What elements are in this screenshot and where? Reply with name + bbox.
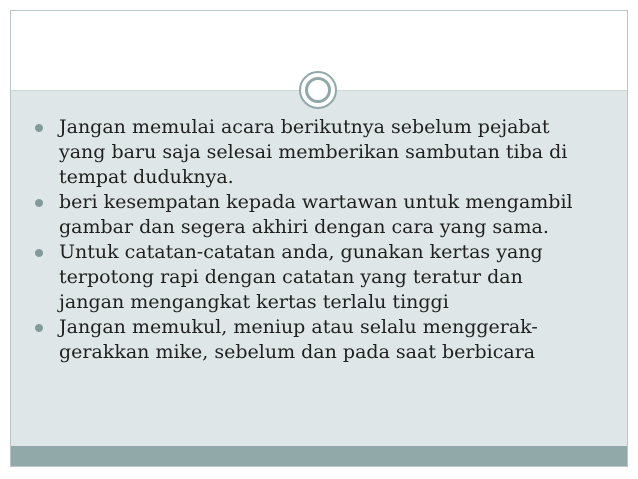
bullet-text: Untuk catatan-catatan anda, gunakan kertas yang terpotong rapi dengan catatan yang teratur dan jangan mengangkat kertas terlalu tinggi bbox=[59, 241, 543, 313]
bullet-text: Jangan memulai acara berikutnya sebelum pejabat yang baru saja selesai memberikan sambutan tiba di tempat duduknya. bbox=[59, 116, 568, 188]
bullet-item-1 bbox=[33, 115, 623, 190]
ring-ornament-icon bbox=[299, 71, 337, 109]
slide-frame bbox=[10, 10, 628, 467]
bullet-dot-icon bbox=[35, 199, 43, 207]
bullet-dot-icon bbox=[35, 249, 43, 257]
bullet-list bbox=[33, 115, 623, 365]
bullet-item-2 bbox=[33, 190, 623, 240]
bullet-item-3 bbox=[33, 240, 623, 315]
footer-band bbox=[11, 446, 627, 466]
bullet-item-4 bbox=[33, 315, 623, 365]
bullet-dot-icon bbox=[35, 124, 43, 132]
bullet-dot-icon bbox=[35, 324, 43, 332]
bullet-text: Jangan memukul, meniup atau selalu menggerak- gerakkan mike, sebelum dan pada saat berbicara bbox=[59, 316, 538, 363]
bullet-text: beri kesempatan kepada wartawan untuk mengambil gambar dan segera akhiri dengan cara yang sama. bbox=[59, 191, 573, 238]
